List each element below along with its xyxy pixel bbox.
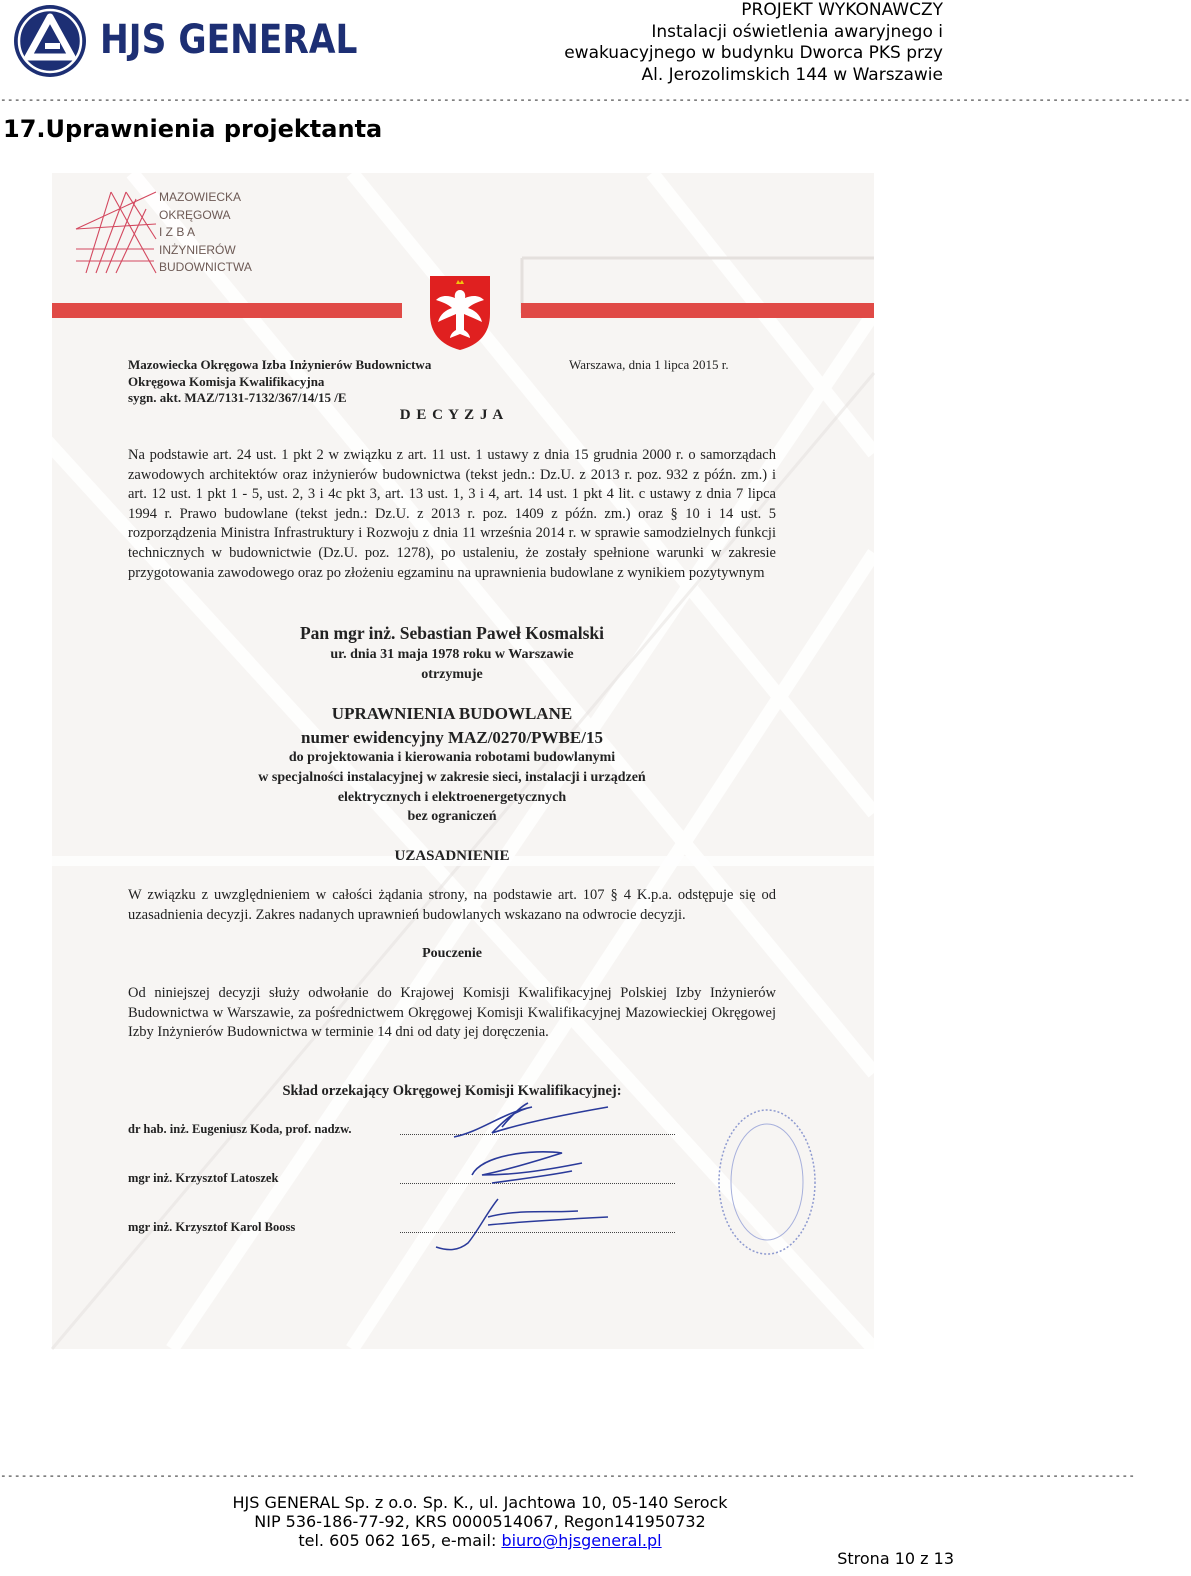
permit-scope-line: elektrycznych i elektroenergetycznych bbox=[337, 790, 567, 805]
justification-title: UZASADNIENIE bbox=[394, 848, 510, 864]
receives-label: otrzymuje bbox=[421, 667, 483, 682]
hjs-general-logo-icon bbox=[12, 3, 88, 79]
scanned-decision-document bbox=[52, 173, 874, 1349]
section-title: 17.Uprawnienia projektanta bbox=[3, 115, 383, 143]
person-birth: ur. dnia 31 maja 1978 roku w Warszawie bbox=[330, 647, 574, 662]
official-stamp-icon bbox=[712, 1108, 804, 1256]
signatory-name: dr hab. inż. Eugeniusz Koda, prof. nadzw. bbox=[128, 1122, 352, 1136]
permit-scope-line: w specjalności instalacyjnej w zakresie sieci, instalacji i urządzeń bbox=[258, 770, 646, 785]
footer-registry: NIP 536-186-77-92, KRS 0000514067, Regon141950732 bbox=[254, 1512, 706, 1531]
header-divider: ---------------------------------------------------------------------------------------------------------------------------------------------------------------------------- bbox=[0, 93, 1191, 106]
signatory-name: mgr inż. Krzysztof Latoszek bbox=[128, 1171, 279, 1185]
person-name: Pan mgr inż. Sebastian Paweł Kosmalski bbox=[299, 623, 604, 643]
project-header bbox=[564, 0, 943, 86]
decision-title: D E C Y Z J A bbox=[399, 407, 505, 423]
footer-divider: -------------------------------------------------------------------------------------------------------------------------------------------------------------------- bbox=[0, 1469, 1136, 1482]
footer-address: HJS GENERAL Sp. z o.o. Sp. K., ul. Jachtowa 10, 05-140 Serock bbox=[232, 1493, 728, 1512]
case-reference: sygn. akt. MAZ/7131-7132/367/14/15 /E bbox=[128, 390, 347, 405]
permit-scope-line: do projektowania i kierowania robotami budowlanymi bbox=[288, 750, 616, 765]
permit-scope-line: bez ograniczeń bbox=[407, 809, 497, 824]
project-title-line: Al. Jerozolimskich 144 w Warszawie bbox=[641, 64, 943, 85]
project-title-line: Instalacji oświetlenia awaryjnego i bbox=[651, 21, 943, 42]
project-title-line: ewakuacyjnego w budynku Dworca PKS przy bbox=[564, 43, 943, 63]
institution-name: Mazowiecka Okręgowa Izba Inżynierów Budownictwa bbox=[128, 357, 432, 372]
polish-eagle-emblem-icon bbox=[428, 274, 492, 352]
signatory-name: mgr inż. Krzysztof Karol Booss bbox=[128, 1220, 296, 1234]
footer-contact bbox=[0, 1531, 960, 1551]
page-number: Strona 10 z 13 bbox=[837, 1549, 954, 1568]
justification-paragraph: W związku z uwzględnieniem w całości żądania strony, na podstawie art. 107 § 4 K.p.a. odstępuje się od uzasadnienia decyzji. Zakres nadanych uprawnień budowlanych wskazano na odwrocie decyzji. bbox=[128, 887, 776, 923]
permit-number: numer ewidencyjny MAZ/0270/PWBE/15 bbox=[301, 728, 603, 747]
email-link[interactable]: biuro@hjsgeneral.pl bbox=[501, 1531, 662, 1550]
handwritten-signature-icon bbox=[428, 1191, 618, 1255]
handwritten-signature-icon bbox=[442, 1093, 612, 1145]
handwritten-signature-icon bbox=[452, 1145, 592, 1195]
brand-name: HJS GENERAL bbox=[100, 17, 358, 63]
committee-title: Skład orzekający Okręgowej Komisji Kwalifikacyjnej: bbox=[282, 1083, 622, 1099]
institution-block bbox=[128, 357, 431, 407]
footer-phone: tel. 605 062 165, e-mail: bbox=[298, 1531, 502, 1550]
instruction-title: Pouczenie bbox=[422, 946, 482, 961]
legal-basis-paragraph: Na podstawie art. 24 ust. 1 pkt 2 w związku z art. 11 ust. 1 ustawy z dnia 15 grudnia 2000 r. o samorządach zawodowych architektów oraz inżynierów budownictwa (tekst jedn.: Dz.U. z 2013 r. poz. 932 z późn. zm.) i art. 12 ust. 1 pkt 1 - 5, ust. 2, 3 i 4c pkt 3, art. 13 ust. 1, 3 i 4, art. 14 ust. 1 pkt 4 lit. c ustawy z dnia 7 lipca 1994 r. Prawo budowlane (tekst jedn.: Dz.U. z 2013 r. poz. 1409 z późn. zm.) oraz § 10 i 14 ust. 5 rozporządzenia Ministra Infrastruktury i Rozwoju z dnia 11 września 2014 r. w sprawie samodzielnych funkcji technicznych w budownictwie (Dz.U. poz. 1278), po ustaleniu, że zostały spełnione warunki w zakresie przygotowania zawodowego oraz po złożeniu egzaminu na uprawnienia budowlane z wynikiem pozytywnym bbox=[128, 447, 776, 581]
issue-date: Warszawa, dnia 1 lipca 2015 r. bbox=[569, 357, 729, 372]
commission-name: Okręgowa Komisja Kwalifikacyjna bbox=[128, 373, 325, 389]
instruction-paragraph: Od niniejszej decyzji służy odwołanie do Krajowej Komisji Kwalifikacyjnej Polskiej Izby Inżynierów Budownictwa w Warszawie, za pośrednictwem Okręgowej Komisji Kwalifikacyjnej Mazowieckiej Okręgowej Izby Inżynierów Budownictwa w terminie 14 dni od daty jej doręczenia. bbox=[128, 985, 776, 1041]
permit-title: UPRAWNIENIA BUDOWLANE bbox=[331, 704, 573, 723]
project-type: PROJEKT WYKONAWCZY bbox=[741, 0, 943, 20]
chamber-logo-text: MAZOWIECKA OKRĘGOWA I Z B A INŻYNIERÓW BUDOWNICTWA bbox=[159, 190, 252, 274]
